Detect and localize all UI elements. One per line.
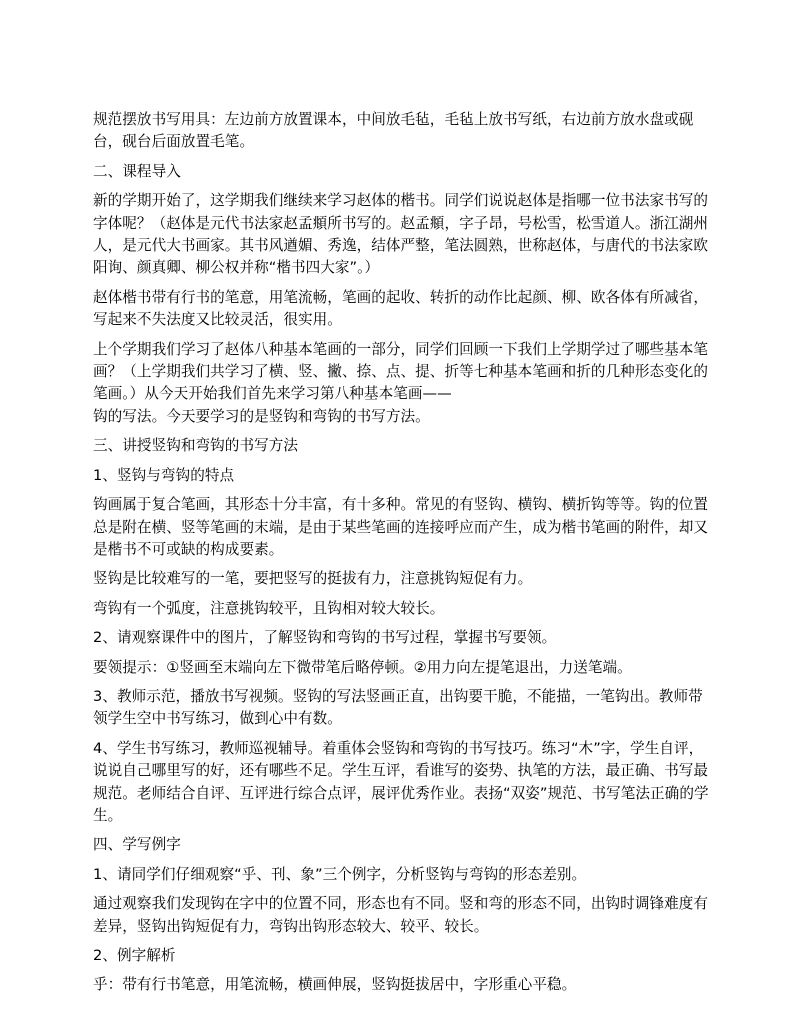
document-body	[93, 109, 711, 1004]
paragraph-student-practice: 4、学生书写练习，教师巡视辅导。着重体会竖钩和弯钩的书写技巧。练习“木”字，学生自评，说说自己哪里写的好，还有哪些不足。学生互评，看谁写的姿势、执笔的方法，最正确、书写最规范。老师结合自评、互评进行综合点评，展评优秀作业。表扬“双姿”规范、书写笔法正确的学生。	[93, 739, 709, 824]
paragraph-curved-hook: 弯钩有一个弧度，注意挑钩较平，且钩相对较大较长。	[93, 599, 445, 617]
paragraph-observation-result: 通过观察我们发现钩在字中的位置不同，形态也有不同。竖和弯的形态不同，出钩时调锋难度有差异，竖钩出钩短促有力，弯钩出钩形态较大、较平、较长。	[93, 895, 709, 935]
paragraph-writing-tools: 规范摆放书写用具：左边前方放置课本，中间放毛毡，毛毡上放书写纸，右边前方放水盘或砚台，砚台后面放置毛笔。	[93, 111, 694, 151]
paragraph-observe-images: 2、请观察课件中的图片，了解竖钩和弯钩的书写过程，掌握书写要领。	[93, 629, 557, 647]
paragraph-teacher-demo: 3、教师示范，播放书写视频。竖钩的写法竖画正直，出钩要干脆，不能描，一笔钩出。教师带领学生空中书写练习，做到心中有数。	[93, 687, 703, 728]
subheading-hook-features: 1、竖钩与弯钩的特点	[93, 466, 235, 484]
subheading-example-analysis: 2、例字解析	[93, 947, 176, 964]
paragraph-vertical-hook: 竖钩是比较难写的一笔，要把竖写的挺拔有力，注意挑钩短促有力。	[93, 570, 533, 588]
paragraph-key-tips: 要领提示：①竖画至末端向左下微带笔后略停顿。②用力向左提笔退出，力送笔端。	[93, 658, 632, 676]
paragraph-zhao-style-intro: 新的学期开始了，这学期我们继续来学习赵体的楷书。同学们说说赵体是指哪一位书法家书写的字体呢？（赵体是元代书法家赵孟頫所书写的。赵孟頫，字子昂，号松雪，松雪道人。浙江湖州人，是元代大书画家。其书风遒媚、秀逸，结体严整，笔法圆熟，世称赵体，与唐代的书法家欧阳询、颜真卿、柳公权并称“楷书四大家”。）	[93, 192, 709, 277]
paragraph-review-strokes: 上个学期我们学习了赵体八种基本笔画的一部分，同学们回顾一下我们上学期学过了哪些基本笔画？（上学期我们共学习了横、竖、撇、捺、点、提、折等七种基本笔画和折的几种形态变化的笔画。）从今天开始我们首先来学习第八种基本笔画—— 钩的写法。今天要学习的是竖钩和弯钩的书写方法。	[93, 340, 709, 425]
paragraph-hu-analysis: 乎：带有行书笔意，用笔流畅，横画伸展，竖钩挺拔居中，字形重心平稳。	[93, 976, 577, 994]
heading-course-intro: 二、课程导入	[93, 162, 181, 180]
heading-example-characters: 四、学写例字	[93, 836, 181, 854]
paragraph-zhao-style-features: 赵体楷书带有行书的笔意，用笔流畅，笔画的起收、转折的动作比起颜、柳、欧各体有所减省，写起来不失法度又比较灵活，很实用。	[93, 288, 709, 329]
paragraph-hook-description: 钩画属于复合笔画，其形态十分丰富，有十多种。常见的有竖钩、横钩、横折钩等等。钩的位置总是附在横、竖等笔画的末端，是由于某些笔画的连接呼应而产生，成为楷书笔画的附件，却又是楷书不可或缺的构成要素。	[93, 496, 709, 558]
heading-teaching-hooks: 三、讲授竖钩和弯钩的书写方法	[93, 437, 299, 455]
paragraph-observe-examples: 1、请同学们仔细观察“乎、刊、象”三个例字，分析竖钩与弯钩的形态差别。	[93, 865, 587, 883]
